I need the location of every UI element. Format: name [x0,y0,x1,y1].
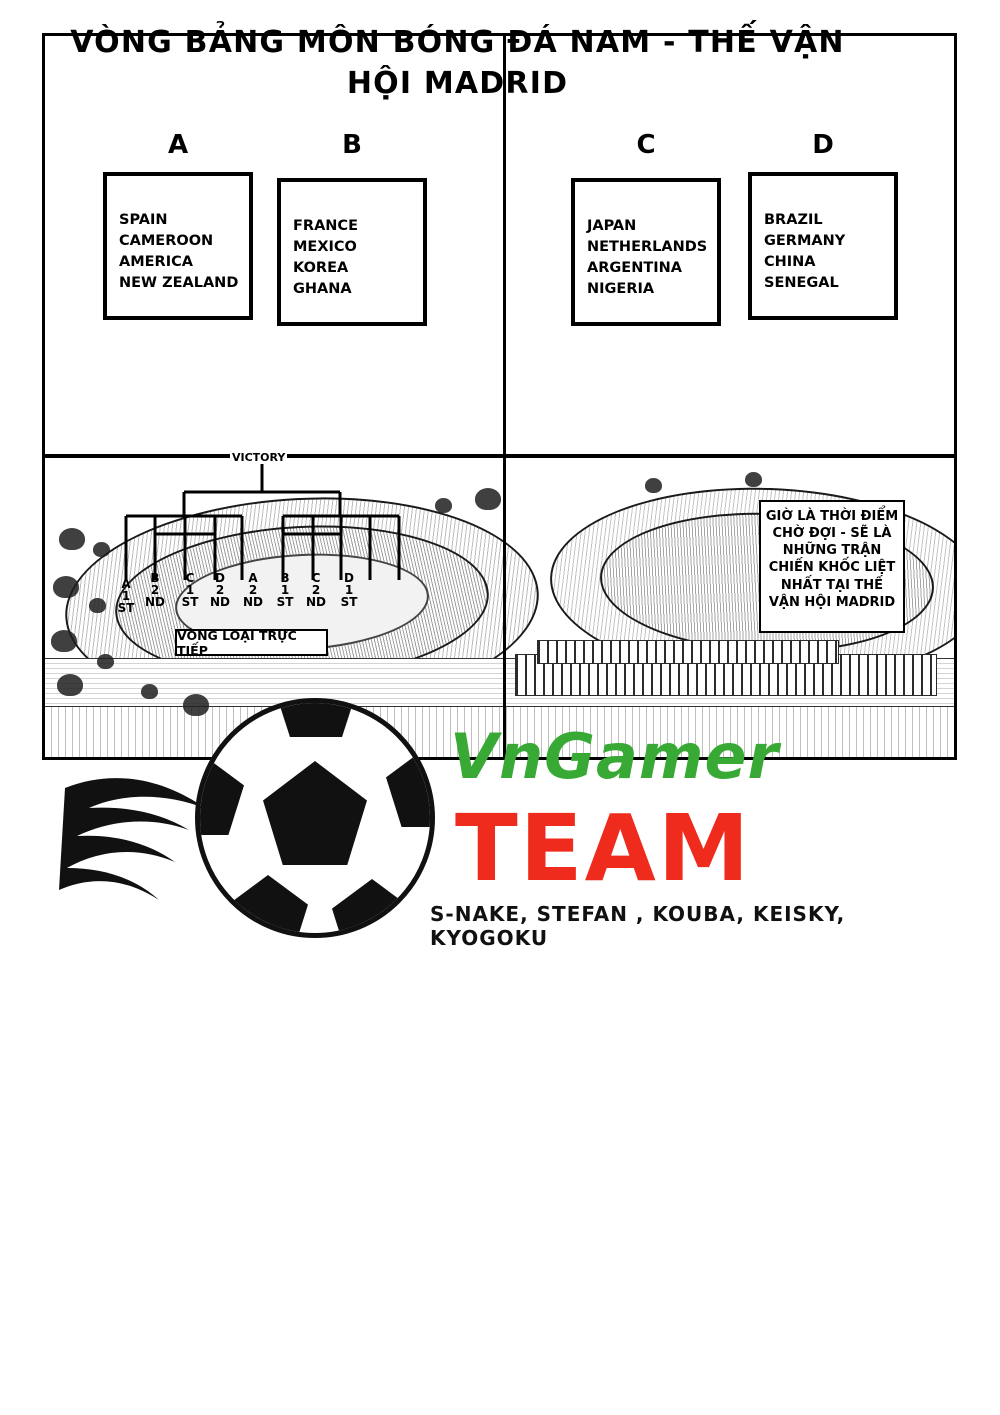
soccer-ball-logo [195,698,435,938]
bracket-slot-rank: 1 [344,583,354,597]
ball-pentagon [263,761,367,865]
group-d-team: SENEGAL [764,275,839,292]
bracket-slot [272,572,298,608]
bracket-slot [207,572,233,608]
group-c-team: NETHERLANDS [587,239,708,256]
bracket-slot-rank: 1 [185,583,195,597]
bracket-slot-rank: 1 [280,583,290,597]
ball-pentagon [332,879,412,938]
bracket-slot-suffix: ND [144,595,165,609]
page-title: VÒNG BẢNG MÔN BÓNG ĐÁ NAM - THẾ VẬN HỘI MADRID [70,25,845,102]
bracket-slot-rank: 2 [311,583,321,597]
ball-pentagon [274,698,358,737]
bracket-slot-rank: 2 [248,583,258,597]
bracket-slot [142,572,168,608]
group-c-team: NIGERIA [587,281,655,298]
bracket-slot-group: C [185,571,195,585]
bracket-slot-group: A [248,571,258,585]
bracket-slot-suffix: ND [242,595,263,609]
group-a-team: SPAIN [119,212,168,228]
group-b-team: GHANA [293,281,352,298]
bracket-slot [303,572,329,608]
credits-members: S-NAKE, STEFAN , KOUBA, KEISKY, KYOGOKU [430,902,846,950]
bracket-slot-group: B [280,571,290,585]
bracket-slot [113,578,139,614]
caption-speech-text: GIỜ LÀ THỜI ĐIỂM CHỜ ĐỢI - SẼ LÀ NHỮNG TRẬN CHIẾN KHỐC LIỆT NHẤT TẠI THẾ VẬN HỘI MADRID [765,509,899,610]
brand-name-bottom: TEAM [455,795,752,902]
ball-pentagon [195,755,244,835]
bracket-victory-label: VICTORY [232,451,286,464]
group-a-team: NEW ZEALAND [119,275,239,292]
bracket-slot-suffix: ST [117,601,135,615]
brand-name-top: VnGamer [450,720,780,793]
group-b-team: KOREA [293,260,349,277]
group-c-team: JAPAN [587,218,637,234]
group-letter-b: B [342,130,362,160]
group-d-team: GERMANY [764,233,846,250]
bracket-slot-rank: 1 [121,589,131,603]
bracket-slot [240,572,266,608]
ball-pentagon [228,875,308,938]
group-a-team: CAMEROON [119,233,214,250]
bracket-slot-suffix: ST [181,595,199,609]
credits-block [45,690,945,970]
bracket-slot-group: D [344,571,354,585]
group-letter-c: C [636,130,656,160]
group-d-team: CHINA [764,254,816,271]
caption-playoff-text: VÒNG LOẠI TRỰC TIẾP [177,627,297,658]
caption-playoff [175,629,328,656]
bracket-slot-group: B [150,571,160,585]
group-a-team: AMERICA [119,254,193,271]
bracket-slot-suffix: ND [209,595,230,609]
group-b-team: FRANCE [293,218,358,234]
bracket-slot-rank: 2 [150,583,160,597]
group-letter-a: A [167,130,189,160]
bracket-slot [336,572,362,608]
group-d-team: BRAZIL [764,212,823,228]
group-b-team: MEXICO [293,239,357,256]
group-c-team: ARGENTINA [587,260,682,277]
bracket-slot-group: D [215,571,225,585]
bracket-slot-suffix: ND [305,595,326,609]
bracket-slot-group: A [121,577,131,591]
ball-pentagon [386,747,435,827]
group-letter-d: D [812,130,834,160]
bracket-slot-suffix: ST [276,595,294,609]
bracket-slot-rank: 2 [215,583,225,597]
bracket-slot [177,572,203,608]
bracket-slot-suffix: ST [340,595,358,609]
caption-speech [759,500,905,633]
bracket-slot-group: C [311,571,321,585]
